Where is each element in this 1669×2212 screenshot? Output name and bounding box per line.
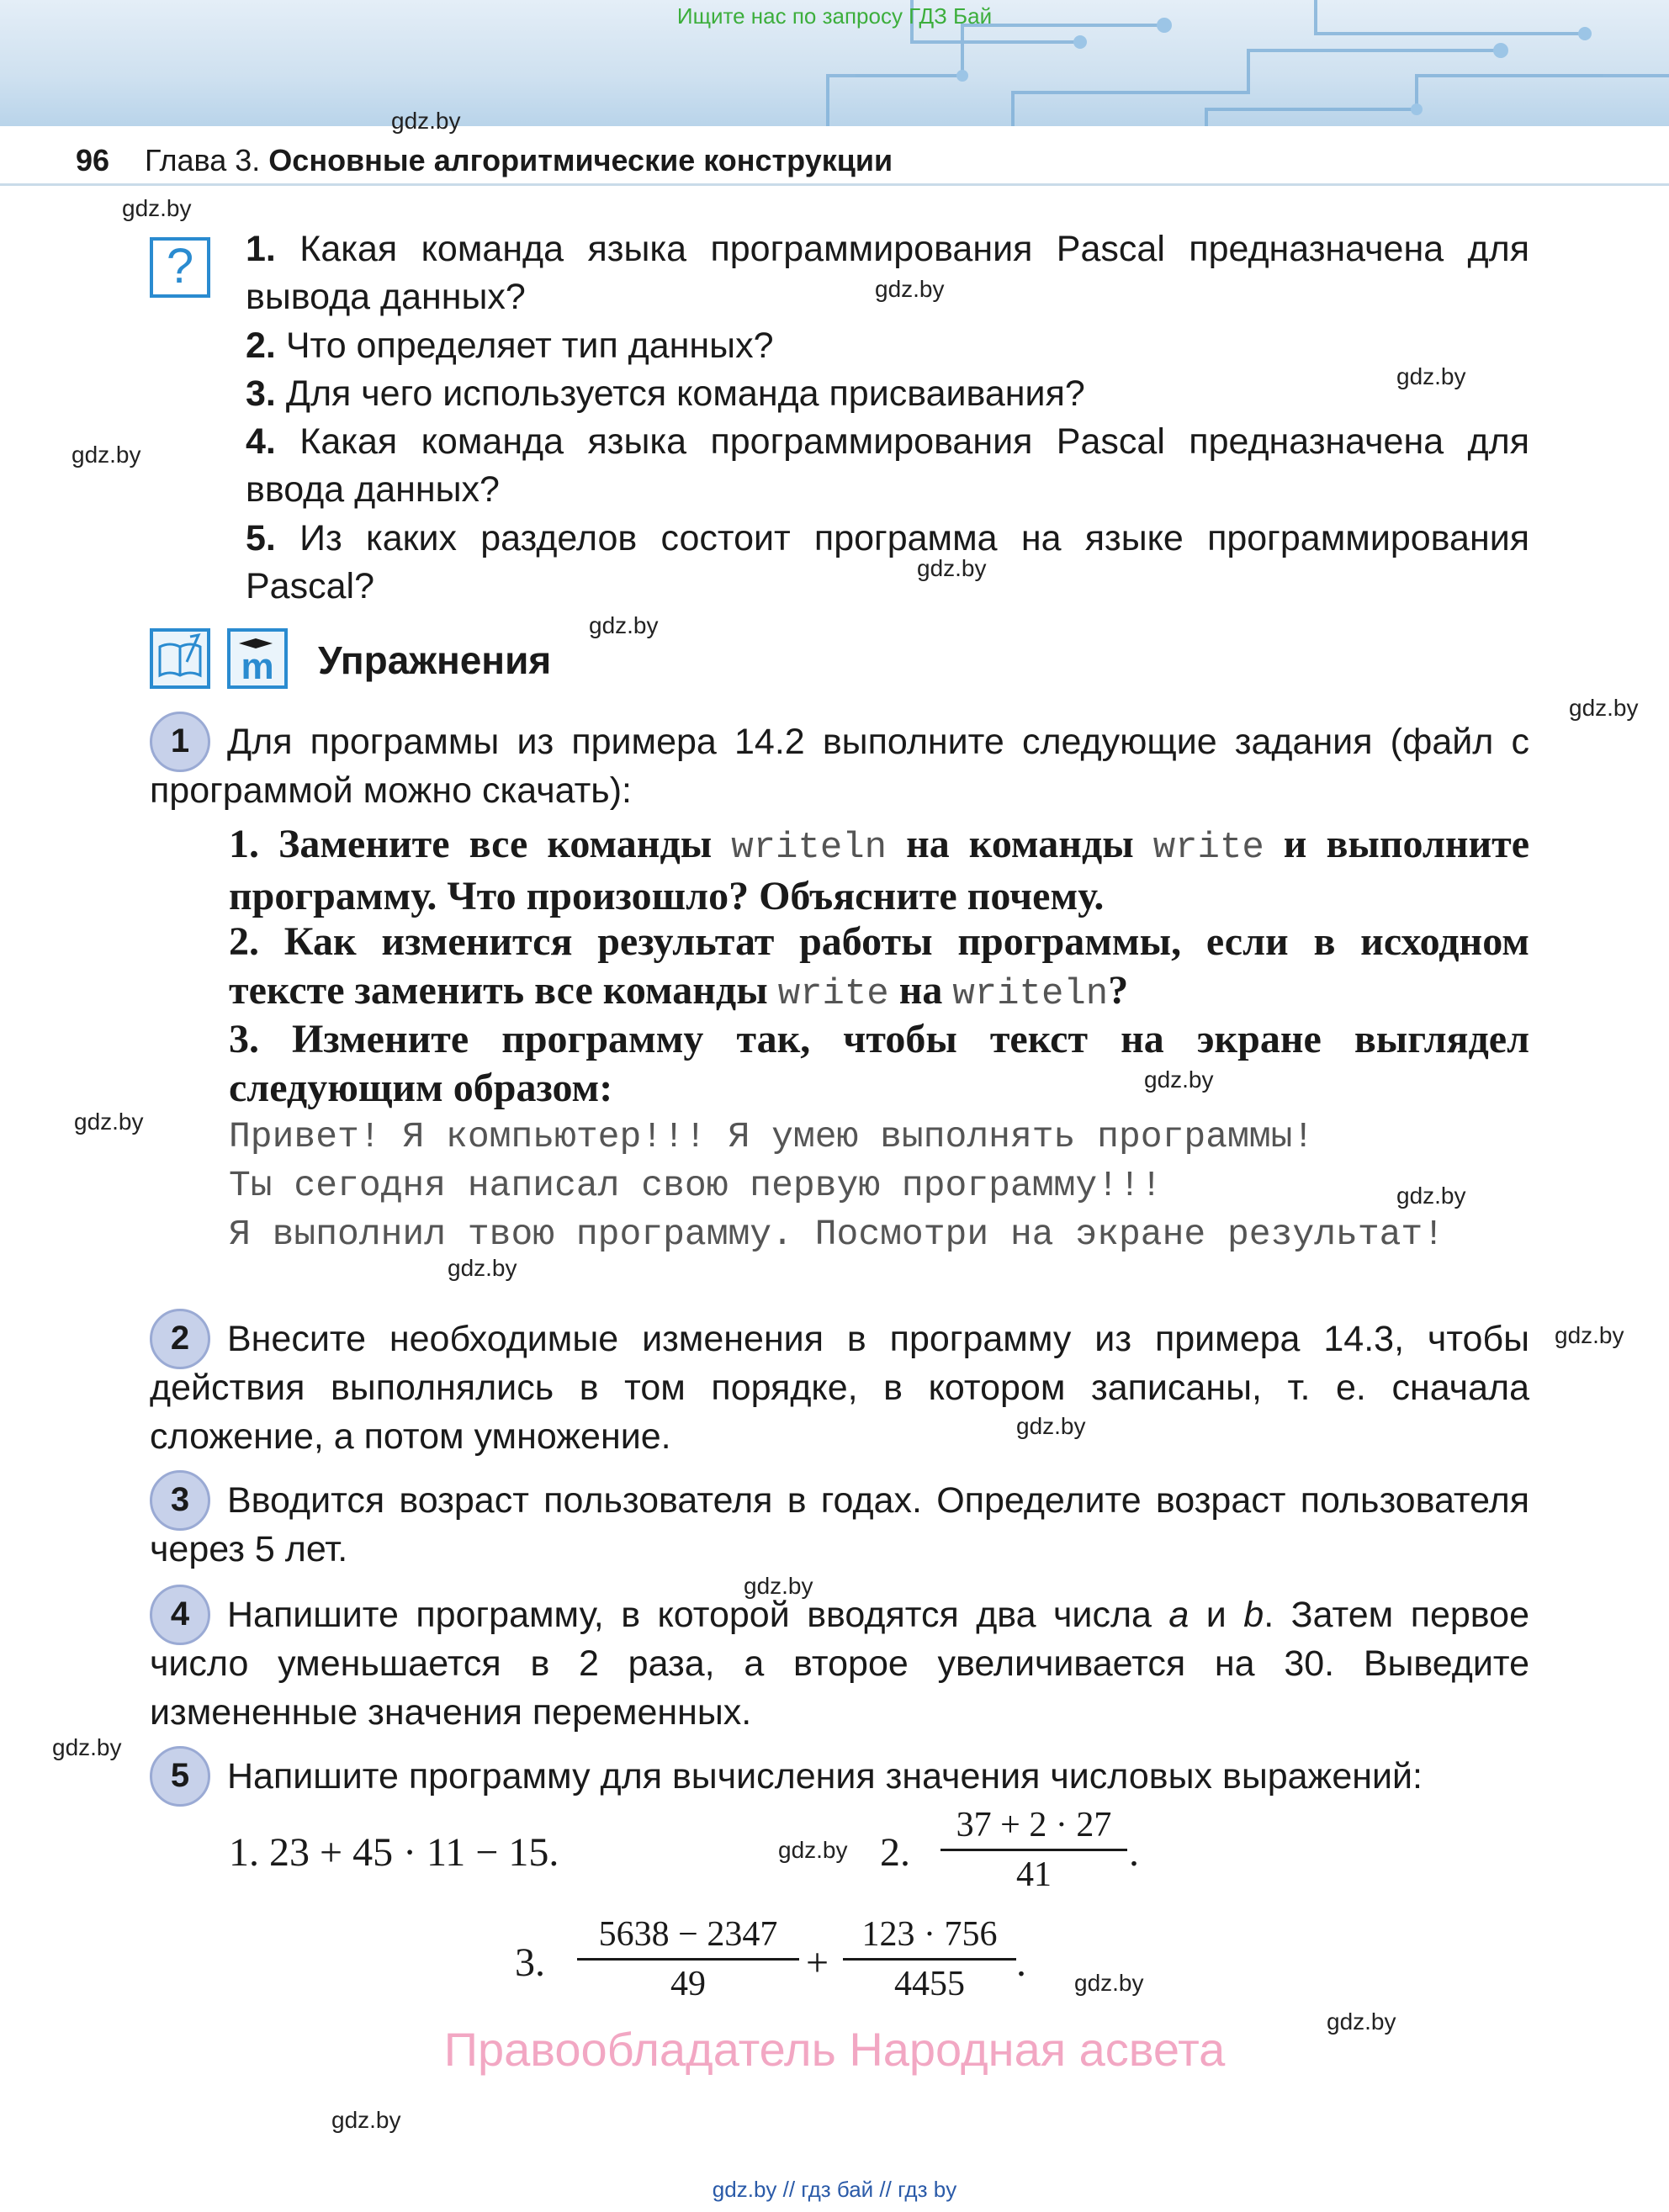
exercise-2-text: Внесите необходимые изменения в программу из примера 14.3, чтобы действия выполнялись в том порядке, в котором записаны, т. е. сначала сложение, а потом умножение.	[150, 1319, 1529, 1457]
exercise-3-text: Вводится возраст пользователя в годах. Определите возраст пользователя через 5 лет.	[150, 1480, 1529, 1569]
watermark: gdz.by	[744, 1573, 813, 1599]
exercise-1-task-2: 2. Как изменится результат работы программы, если в исходном тексте заменить все команды write на writeln?	[229, 919, 1529, 1015]
expression-2-label: 2.	[880, 1830, 910, 1875]
watermark: gdz.by	[52, 1734, 122, 1760]
watermark: gdz.by	[589, 612, 659, 638]
output-line-1: Привет! Я компьютер!!! Я умею выполнять программы!	[229, 1116, 1315, 1157]
question-1: 1. Какая команда языка программирования Pascal предназначена для вывода данных?	[246, 229, 1530, 317]
plus-sign: +	[806, 1940, 829, 1985]
watermark: gdz.by	[391, 108, 461, 134]
exercise-number-1: 1	[150, 712, 210, 772]
output-line-3: Я выполнил твою программу. Посмотри на экране результат!	[229, 1214, 1445, 1255]
fraction-bar	[577, 1958, 799, 1961]
fraction-numerator: 37 + 2 · 27	[956, 1806, 1112, 1844]
watermark: gdz.by	[122, 195, 192, 221]
exercise-number-5: 5	[150, 1746, 210, 1807]
fraction-denominator: 49	[670, 1965, 706, 2003]
fraction-bar	[940, 1849, 1127, 1851]
question-2: 2. Что определяет тип данных?	[246, 325, 774, 366]
expression-2-fraction	[940, 1805, 1127, 1895]
fraction-bar	[843, 1958, 1016, 1961]
search-notice[interactable]: Ищите нас по запросу ГДЗ Бай	[676, 3, 993, 29]
watermark: gdz.by	[778, 1837, 848, 1863]
header-divider	[0, 183, 1669, 186]
watermark: gdz.by	[1074, 1970, 1144, 1996]
exercise-number-4: 4	[150, 1585, 210, 1645]
chapter-title: Основные алгоритмические конструкции	[268, 143, 893, 177]
watermark: gdz.by	[1327, 2008, 1396, 2035]
expression-3-fraction-1	[577, 1914, 799, 2004]
expression-1: 1. 23 + 45 · 11 − 15.	[229, 1830, 559, 1875]
copyright-notice: Правообладатель Народная асвета	[443, 2023, 1226, 2076]
exercise-5-text: Напишите программу для вычисления значения числовых выражений:	[227, 1756, 1423, 1797]
exercise-1-task-3: 3. Измените программу так, чтобы текст на экране выглядел следующим образом:	[229, 1017, 1529, 1110]
watermark: gdz.by	[1016, 1413, 1086, 1439]
watermark: gdz.by	[1569, 695, 1639, 721]
exercise-1-task-1: 1. Замените все команды writeln на команды write и выполните программу. Что произошло? Объясните почему.	[229, 822, 1530, 918]
exercise-1-text: Для программы из примера 14.2 выполните следующие задания (файл с программой можно скачать):	[150, 722, 1529, 811]
fraction-numerator: 5638 − 2347	[598, 1915, 778, 1954]
footer-links[interactable]: gdz.by // гдз бай // гдз by	[712, 2177, 957, 2202]
notebook-pen-icon	[150, 628, 210, 689]
watermark: gdz.by	[917, 555, 987, 581]
svg-text:m: m	[241, 646, 274, 685]
watermark: gdz.by	[74, 1109, 144, 1135]
expression-3-period: .	[1016, 1940, 1026, 1985]
fraction-denominator: 4455	[894, 1965, 965, 2003]
fraction-denominator: 41	[1016, 1855, 1052, 1894]
exercise-4-text: Напишите программу, в которой вводятся два числа a и b. Затем первое число уменьшается в 2 раза, а второе увеличивается на 30. Выведите измененные значения переменных.	[150, 1595, 1529, 1733]
chapter-heading	[145, 143, 893, 178]
watermark: gdz.by	[1396, 363, 1466, 389]
output-line-2: Ты сегодня написал свою первую программу!!!	[229, 1165, 1163, 1206]
watermark: gdz.by	[448, 1255, 517, 1281]
question-4: 4. Какая команда языка программирования Pascal предназначена для ввода данных?	[246, 421, 1530, 510]
mortarboard-m-icon	[227, 628, 288, 689]
question-3: 3. Для чего используется команда присваивания?	[246, 373, 1085, 414]
expression-3-fraction-2	[843, 1914, 1016, 2004]
exercise-number-2: 2	[150, 1309, 210, 1369]
watermark: gdz.by	[72, 442, 141, 468]
exercises-title: Упражнения	[318, 638, 552, 682]
page-number: 96	[76, 143, 110, 177]
expression-2-period: .	[1129, 1830, 1139, 1875]
question-mark-icon: ?	[150, 237, 210, 298]
chapter-prefix: Глава 3.	[145, 143, 261, 177]
exercise-number-3: 3	[150, 1470, 210, 1531]
watermark: gdz.by	[331, 2107, 401, 2133]
watermark: gdz.by	[1144, 1066, 1214, 1093]
watermark: gdz.by	[875, 276, 945, 302]
watermark: gdz.by	[1396, 1183, 1466, 1209]
question-5: 5. Из каких разделов состоит программа на языке программирования Pascal?	[246, 518, 1529, 606]
fraction-numerator: 123 · 756	[861, 1915, 998, 1954]
expression-3-label: 3.	[515, 1940, 545, 1985]
watermark: gdz.by	[1555, 1322, 1624, 1348]
